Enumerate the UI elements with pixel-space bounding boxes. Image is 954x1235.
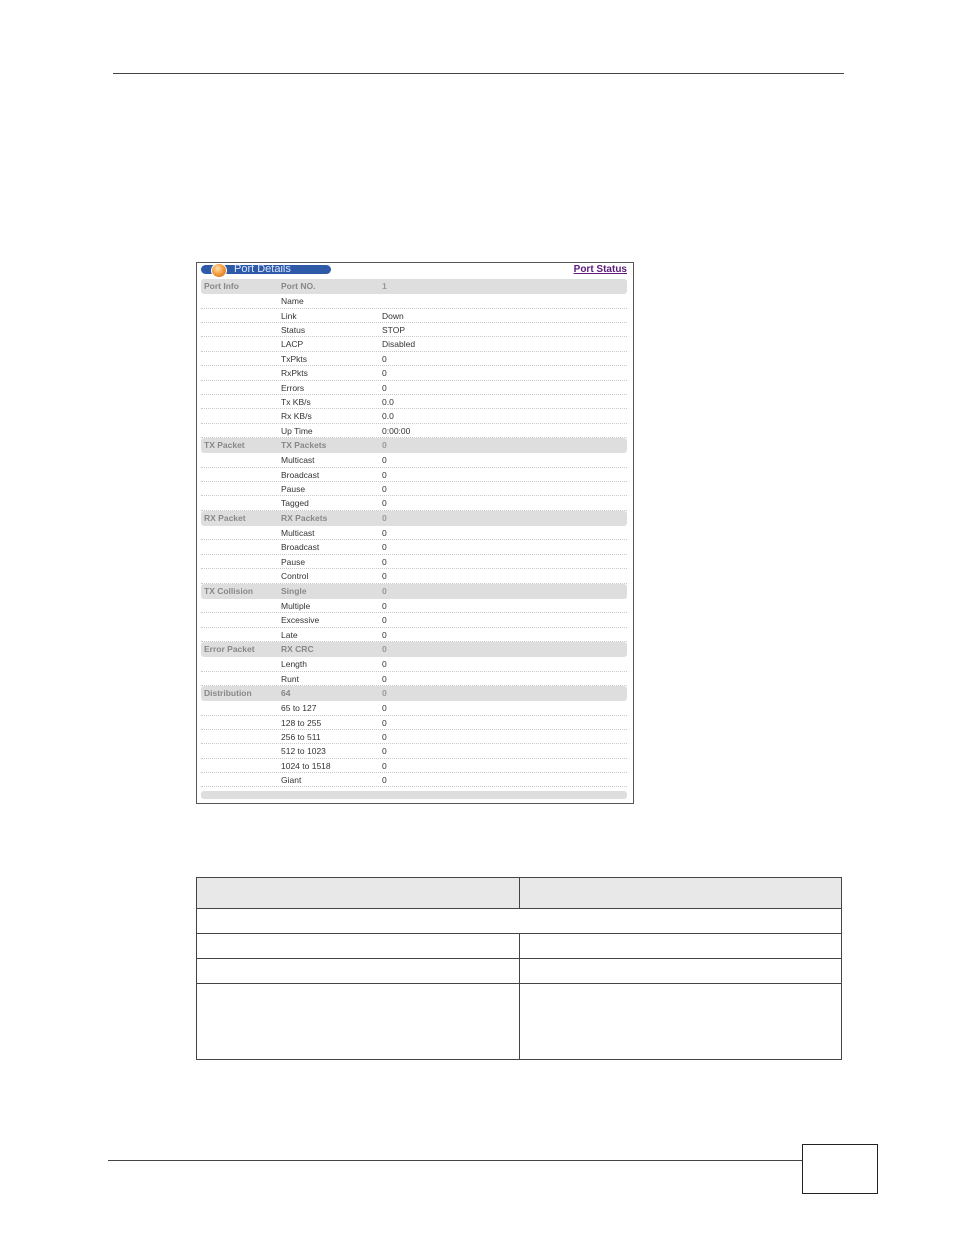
field-label: 256 to 511 <box>281 731 321 742</box>
field-value: 0 <box>382 673 387 684</box>
field-label: Multicast <box>281 455 315 466</box>
field-label: Length <box>281 659 307 670</box>
orb-icon <box>211 263 227 278</box>
table-row <box>197 909 842 934</box>
detail-row <box>201 540 627 554</box>
table-cell <box>197 934 520 959</box>
section-label: TX Collision <box>204 585 254 596</box>
detail-row <box>201 294 627 308</box>
detail-row <box>201 352 627 366</box>
field-label: LACP <box>281 339 304 350</box>
field-label: Tx KB/s <box>281 396 311 407</box>
table-header-row <box>197 878 842 909</box>
field-value: 0 <box>382 455 387 466</box>
field-label: Broadcast <box>281 469 320 480</box>
field-value: 0 <box>382 600 387 611</box>
detail-row <box>201 716 627 730</box>
section-row <box>201 642 627 657</box>
field-value: 0 <box>382 629 387 640</box>
field-value: Disabled <box>382 339 416 350</box>
field-label: Up Time <box>281 425 313 436</box>
port-status-link[interactable]: Port Status <box>573 264 627 275</box>
field-label: 64 <box>281 687 291 698</box>
field-value: 0 <box>382 615 387 626</box>
field-label: Errors <box>281 382 305 393</box>
field-label: TxPkts <box>281 353 307 364</box>
field-label: Name <box>281 296 304 307</box>
field-label: 128 to 255 <box>281 717 322 728</box>
field-label: Runt <box>281 673 299 684</box>
field-value: 0 <box>382 512 387 523</box>
table-row <box>197 959 842 984</box>
field-label: Control <box>281 571 309 582</box>
field-value: 0 <box>382 556 387 567</box>
field-label: Multiple <box>281 600 311 611</box>
field-label: Single <box>281 585 307 596</box>
detail-row <box>201 672 627 686</box>
field-label: Port NO. <box>281 281 316 291</box>
section-row <box>201 438 627 453</box>
field-value: 0 <box>382 469 387 480</box>
detail-row <box>201 613 627 627</box>
panel-title: Port Details <box>234 263 291 275</box>
detail-row <box>201 555 627 569</box>
field-value: 0.0 <box>382 396 394 407</box>
table-cell <box>197 959 520 984</box>
field-value: Down <box>382 310 404 321</box>
detail-row <box>201 309 627 323</box>
detail-row <box>201 496 627 510</box>
section-row <box>201 584 627 599</box>
field-label: RxPkts <box>281 368 308 379</box>
field-label: Tagged <box>281 498 309 509</box>
field-label: RX CRC <box>281 643 314 654</box>
detail-row <box>201 657 627 671</box>
detail-row <box>201 482 627 496</box>
table-row <box>197 984 842 1060</box>
field-value: 0 <box>382 498 387 509</box>
field-value: 0 <box>382 717 387 728</box>
table-row <box>197 934 842 959</box>
field-value: 0 <box>382 528 387 539</box>
section-row <box>201 686 627 701</box>
detail-row <box>201 526 627 540</box>
field-value: 0 <box>382 585 387 596</box>
detail-row <box>201 395 627 409</box>
field-label: 65 to 127 <box>281 703 317 714</box>
port-details-panel <box>196 262 634 804</box>
field-value: 0 <box>382 382 387 393</box>
section-row <box>201 279 627 294</box>
detail-row <box>201 599 627 613</box>
detail-row <box>201 759 627 773</box>
field-label: Multicast <box>281 528 315 539</box>
field-value: 0 <box>382 760 387 771</box>
section-row <box>201 511 627 526</box>
table-cell <box>519 934 842 959</box>
field-label: Pause <box>281 484 306 495</box>
detail-row <box>201 337 627 351</box>
detail-row <box>201 381 627 395</box>
field-value: 0 <box>382 643 387 654</box>
panel-title-bar <box>201 265 331 274</box>
table-cell <box>519 984 842 1060</box>
field-value: 0 <box>382 687 387 698</box>
field-label: TX Packets <box>281 440 327 451</box>
field-value: 0 <box>382 440 387 451</box>
port-details-rows <box>201 279 627 787</box>
field-value: STOP <box>382 324 405 335</box>
field-label: Pause <box>281 556 306 567</box>
field-value: 0 <box>382 659 387 670</box>
table-header-cell <box>519 878 842 909</box>
field-value: 0 <box>382 571 387 582</box>
detail-row <box>201 424 627 438</box>
field-value: 0:00:00 <box>382 425 411 436</box>
detail-row <box>201 468 627 482</box>
field-label: Late <box>281 629 298 640</box>
description-table <box>196 877 842 1060</box>
field-value: 0 <box>382 746 387 757</box>
detail-row <box>201 701 627 715</box>
field-label: 512 to 1023 <box>281 746 326 757</box>
field-value: 0 <box>382 703 387 714</box>
field-label: Broadcast <box>281 542 320 553</box>
field-value: 0 <box>382 542 387 553</box>
detail-row <box>201 773 627 787</box>
table-cell <box>197 909 842 934</box>
header-rule <box>113 73 844 74</box>
field-label: Excessive <box>281 615 320 626</box>
field-value: 0 <box>382 731 387 742</box>
page-number-box <box>802 1144 878 1194</box>
field-value: 1 <box>382 281 387 291</box>
field-value: 0 <box>382 368 387 379</box>
field-label: Status <box>281 324 306 335</box>
section-label: RX Packet <box>204 512 246 523</box>
field-label: Giant <box>281 775 302 786</box>
field-value: 0.0 <box>382 411 394 422</box>
detail-row <box>201 628 627 642</box>
field-value: 0 <box>382 484 387 495</box>
table-header-cell <box>197 878 520 909</box>
detail-row <box>201 453 627 467</box>
detail-row <box>201 744 627 758</box>
table-cell <box>197 984 520 1060</box>
field-label: 1024 to 1518 <box>281 760 331 771</box>
footer-rule <box>108 1160 802 1161</box>
detail-row <box>201 323 627 337</box>
field-value: 0 <box>382 353 387 364</box>
detail-row <box>201 366 627 380</box>
detail-row <box>201 569 627 583</box>
panel-footer-bar <box>201 791 627 799</box>
section-label: Error Packet <box>204 643 255 654</box>
section-label: Distribution <box>204 687 252 698</box>
field-label: Rx KB/s <box>281 411 312 422</box>
table-cell <box>519 959 842 984</box>
field-label: RX Packets <box>281 512 328 523</box>
section-label: TX Packet <box>204 440 245 451</box>
section-label: Port Info <box>204 281 239 291</box>
detail-row <box>201 730 627 744</box>
field-value: 0 <box>382 775 387 786</box>
field-label: Link <box>281 310 297 321</box>
detail-row <box>201 409 627 423</box>
